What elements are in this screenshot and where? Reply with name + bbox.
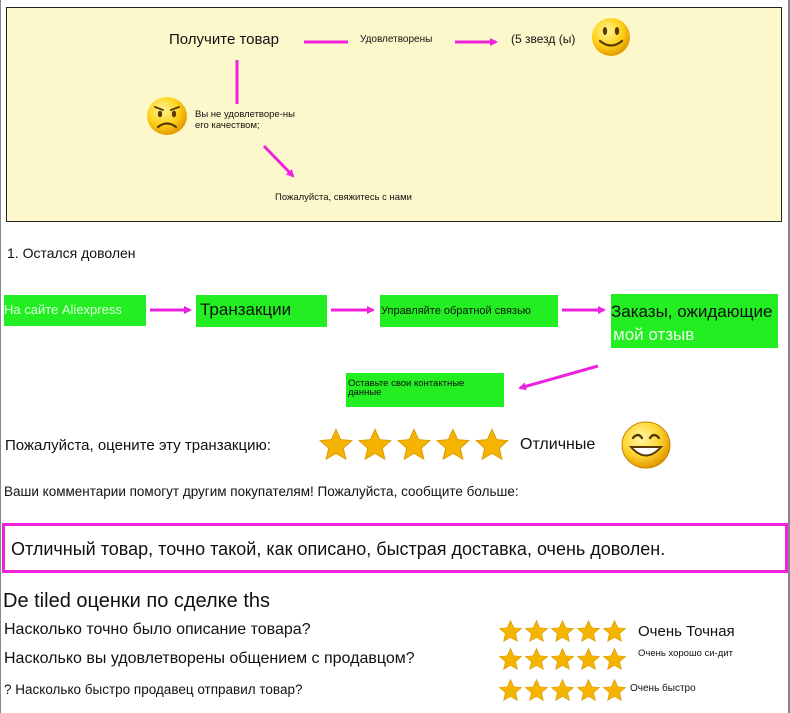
star-icon[interactable] (550, 678, 575, 703)
satisfied-label: Удовлетворены (360, 34, 433, 45)
five-stars-label: (5 звезд (ы) (511, 32, 576, 46)
step-on-site-label: На сайте Aliexpress (4, 302, 122, 317)
star-icon[interactable] (498, 678, 523, 703)
stars-shipping-speed[interactable] (498, 678, 627, 703)
star-icon[interactable] (435, 427, 471, 463)
star-icon[interactable] (396, 427, 432, 463)
star-icon[interactable] (602, 647, 627, 672)
flow-arrows-steps (0, 280, 790, 400)
comments-prompt: Ваши комментарии помогут другим покупателям! Пожалуйста, сообщите больше: (4, 484, 519, 499)
review-text: Отличный товар, точно такой, как описано, быстрая доставка, очень доволен. (11, 539, 666, 559)
step-1-heading: 1. Остался доволен (7, 245, 136, 261)
question-communication: Насколько вы удовлетворены общением с продавцом? (4, 650, 415, 667)
answer-communication: Очень хорошо си-дит (638, 648, 733, 659)
star-icon[interactable] (602, 678, 627, 703)
star-icon[interactable] (576, 647, 601, 672)
star-icon[interactable] (524, 647, 549, 672)
step-leave-contact-label: Оставьте свои контактные данные (348, 378, 465, 398)
question-description-accuracy: Насколько точно было описание товара? (4, 621, 311, 638)
rating-word: Отличные (520, 436, 596, 453)
review-textarea[interactable] (2, 523, 788, 573)
question-shipping-speed: ? Насколько быстро продавец отправил товар? (4, 682, 303, 697)
stars-communication[interactable] (498, 647, 627, 672)
star-icon[interactable] (576, 678, 601, 703)
detailed-ratings-title: De tiled оценки по сделке ths (3, 590, 271, 612)
star-icon[interactable] (498, 647, 523, 672)
rate-transaction-prompt: Пожалуйста, оцените эту транзакцию: (5, 437, 271, 454)
star-icon[interactable] (602, 619, 627, 644)
grinning-face-icon (620, 420, 672, 470)
flow-arrows-top (0, 0, 790, 220)
step-transactions-label: Транзакции (200, 300, 292, 319)
star-icon[interactable] (498, 619, 523, 644)
receive-product-label: Получите товар (169, 31, 279, 48)
answer-description-accuracy: Очень Точная (638, 623, 735, 640)
star-icon[interactable] (474, 427, 510, 463)
step-orders-label-2: мой отзыв (613, 325, 695, 344)
star-icon[interactable] (576, 619, 601, 644)
contact-us-label: Пожалуйста, свяжитесь с нами (275, 192, 412, 203)
unsatisfied-label: Вы не удовлетворе-ны его качеством; (195, 109, 295, 131)
stars-description-accuracy[interactable] (498, 619, 627, 644)
answer-shipping-speed: Очень быстро (630, 683, 696, 694)
star-icon[interactable] (524, 678, 549, 703)
step-manage-feedback-label: Управляйте обратной связью (381, 305, 531, 317)
star-icon[interactable] (550, 647, 575, 672)
rating-stars[interactable] (318, 427, 510, 463)
star-icon[interactable] (524, 619, 549, 644)
star-icon[interactable] (550, 619, 575, 644)
star-icon[interactable] (318, 427, 354, 463)
star-icon[interactable] (357, 427, 393, 463)
step-orders-label-1: Заказы, ожидающие (611, 302, 773, 321)
